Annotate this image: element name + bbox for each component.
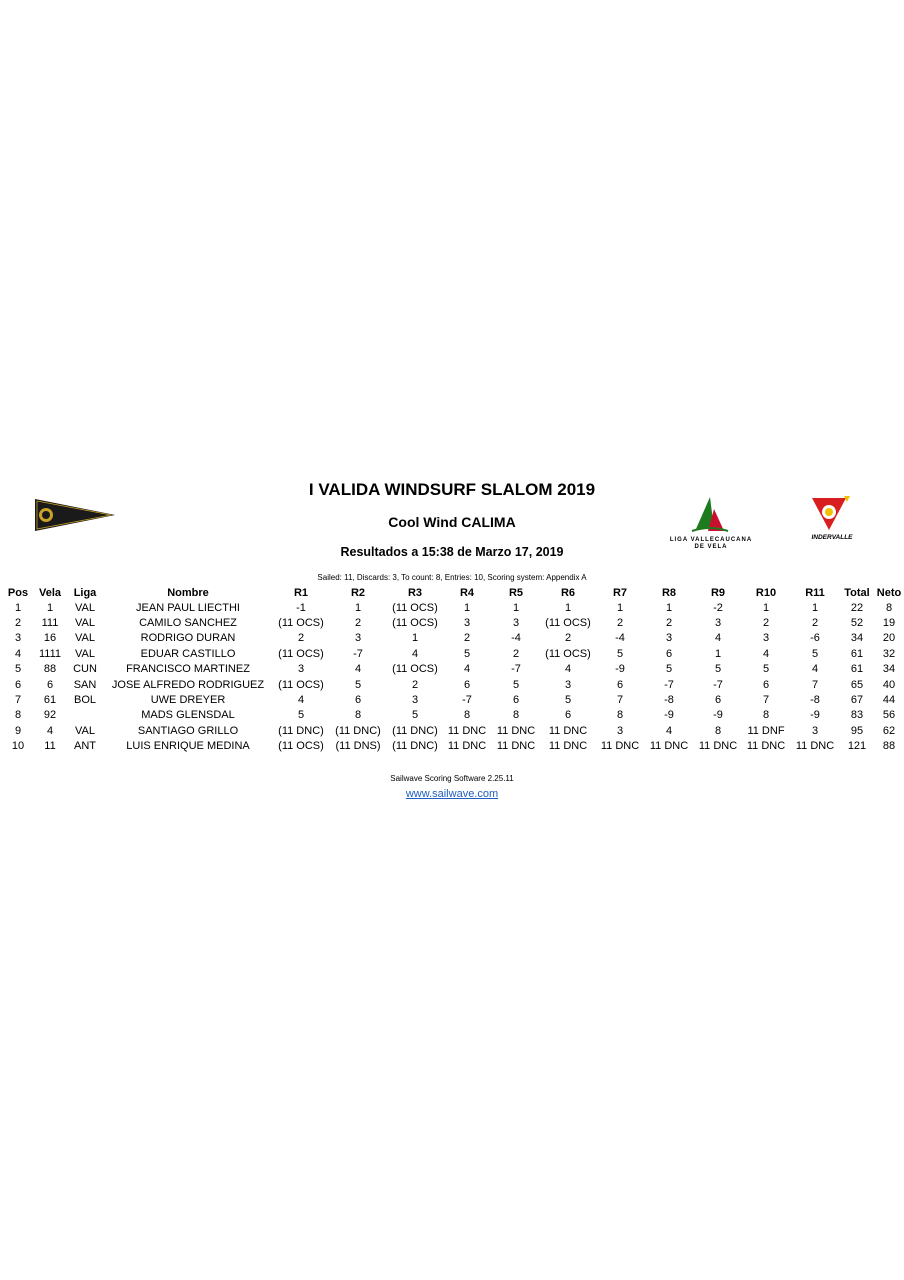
table-cell: 2 (354, 617, 362, 630)
table-cell: (11 OCS) (278, 678, 324, 691)
table-cell: 1 (564, 601, 572, 614)
table-cell: JOSE ALFREDO RODRIGUEZ (111, 678, 265, 691)
table-cell: 2 (463, 632, 471, 645)
table-cell: 2 (762, 617, 770, 630)
table-cell: (11 DNC) (335, 724, 381, 737)
results-table (4, 585, 904, 754)
table-cell: 1 (665, 601, 673, 614)
table-cell: 10 (11, 740, 25, 753)
table-cell: 1 (714, 647, 722, 660)
table-cell: VAL (75, 617, 95, 630)
table-header-row (4, 585, 904, 600)
liga-logo-text (652, 537, 770, 551)
table-cell: 1 (14, 601, 22, 614)
table-cell: 5 (665, 663, 673, 676)
column-header: R2 (350, 586, 366, 599)
table-cell: 61 (850, 663, 864, 676)
table-cell: (11 OCS) (392, 601, 438, 614)
table-cell: 4 (14, 647, 22, 660)
table-cell: (11 DNC) (278, 724, 324, 737)
table-cell: -4 (615, 632, 625, 645)
table-cell: 3 (616, 724, 624, 737)
column-header: Neto (876, 586, 902, 599)
table-cell: CAMILO SANCHEZ (139, 617, 237, 630)
table-cell: 6 (463, 678, 471, 691)
event-subtitle: Cool Wind CALIMA (388, 514, 516, 530)
table-body (4, 600, 904, 754)
table-cell: 4 (463, 663, 471, 676)
table-cell: 1 (463, 601, 471, 614)
table-cell: 22 (850, 601, 864, 614)
table-cell: -7 (462, 694, 472, 707)
table-cell: 5 (297, 709, 305, 722)
table-row (4, 708, 904, 723)
table-cell: 3 (714, 617, 722, 630)
table-cell: 1 (616, 601, 624, 614)
table-cell: 6 (46, 678, 54, 691)
column-header: R10 (755, 586, 777, 599)
column-header: R1 (293, 586, 309, 599)
table-cell: 6 (512, 694, 520, 707)
table-cell: (11 DNC) (392, 724, 438, 737)
table-cell: 88 (43, 663, 57, 676)
liga-logo-line2: DE VELA (694, 544, 728, 550)
table-cell: 11 DNC (649, 740, 689, 753)
table-cell: 6 (665, 647, 673, 660)
page-title: I VALIDA WINDSURF SLALOM 2019 (308, 480, 596, 499)
table-row (4, 631, 904, 646)
table-cell: 40 (882, 678, 896, 691)
table-cell: 4 (354, 663, 362, 676)
table-cell: 88 (882, 740, 896, 753)
table-cell: 11 DNC (496, 724, 536, 737)
table-cell: 62 (882, 724, 896, 737)
table-cell: 1 (512, 601, 520, 614)
table-cell: 2 (411, 678, 419, 691)
column-header: R4 (459, 586, 475, 599)
table-cell: 67 (850, 694, 864, 707)
table-cell: 1 (354, 601, 362, 614)
table-cell: 7 (616, 694, 624, 707)
table-cell: -6 (810, 632, 820, 645)
table-cell: 19 (882, 617, 896, 630)
column-header: R9 (710, 586, 726, 599)
table-cell: 3 (811, 724, 819, 737)
table-cell: 6 (762, 678, 770, 691)
table-cell: 6 (354, 694, 362, 707)
table-row (4, 677, 904, 692)
table-cell: 3 (564, 678, 572, 691)
table-cell: 4 (297, 694, 305, 707)
table-cell: 3 (463, 617, 471, 630)
table-cell: 1 (811, 601, 819, 614)
table-cell: 2 (564, 632, 572, 645)
table-cell: 8 (354, 709, 362, 722)
table-cell: ANT (74, 740, 96, 753)
table-cell: (11 OCS) (278, 647, 324, 660)
table-cell: EDUAR CASTILLO (140, 647, 236, 660)
table-cell: 2 (616, 617, 624, 630)
table-cell: 61 (850, 647, 864, 660)
table-cell: 11 (44, 740, 56, 753)
table-cell: 5 (811, 647, 819, 660)
table-cell: 11 DNC (746, 740, 786, 753)
table-cell: MADS GLENSDAL (141, 709, 235, 722)
column-header: R7 (612, 586, 628, 599)
table-cell: 121 (847, 740, 867, 753)
table-cell: VAL (75, 632, 95, 645)
table-cell: 4 (411, 647, 419, 660)
column-header: R6 (560, 586, 576, 599)
table-cell: 52 (850, 617, 864, 630)
table-cell: -1 (296, 601, 306, 614)
table-cell: 2 (297, 632, 305, 645)
table-cell: 2 (665, 617, 673, 630)
table-cell: 3 (411, 694, 419, 707)
table-cell: 4 (665, 724, 673, 737)
table-row (4, 723, 904, 738)
table-cell: 5 (463, 647, 471, 660)
table-cell: RODRIGO DURAN (140, 632, 236, 645)
liga-vallecaucana-logo (652, 495, 770, 551)
table-cell: 8 (14, 709, 22, 722)
column-header: R5 (508, 586, 524, 599)
table-cell: VAL (75, 724, 95, 737)
table-cell: 8 (616, 709, 624, 722)
table-cell: 4 (811, 663, 819, 676)
table-cell: 5 (564, 694, 572, 707)
table-cell: CUN (73, 663, 97, 676)
table-cell: 3 (512, 617, 520, 630)
table-cell: 8 (714, 724, 722, 737)
table-cell: (11 OCS) (278, 740, 324, 753)
table-cell: 32 (882, 647, 896, 660)
column-header: R8 (661, 586, 677, 599)
table-cell: 2 (512, 647, 520, 660)
table-cell: 5 (411, 709, 419, 722)
table-cell: VAL (75, 647, 95, 660)
table-cell: 8 (762, 709, 770, 722)
table-cell: 11 DNC (447, 740, 487, 753)
table-row (4, 600, 904, 615)
liga-logo-line1: LIGA VALLECAUCANA (669, 537, 753, 543)
table-cell: 6 (564, 709, 572, 722)
table-cell: 5 (14, 663, 22, 676)
table-cell: 3 (354, 632, 362, 645)
table-cell: -7 (664, 678, 674, 691)
table-cell: -9 (810, 709, 820, 722)
table-cell: LUIS ENRIQUE MEDINA (126, 740, 250, 753)
table-cell: 1 (46, 601, 54, 614)
scoring-summary: Sailed: 11, Discards: 3, To count: 8, Entries: 10, Scoring system: Appendix A (317, 573, 587, 582)
table-cell: 34 (882, 663, 896, 676)
table-cell: 7 (762, 694, 770, 707)
table-cell: -4 (511, 632, 521, 645)
sailwave-link[interactable]: www.sailwave.com (405, 788, 499, 800)
table-cell: 11 DNC (496, 740, 536, 753)
table-cell: 1 (411, 632, 419, 645)
table-cell: UWE DREYER (150, 694, 226, 707)
column-header: Pos (7, 586, 29, 599)
table-cell: 4 (46, 724, 54, 737)
table-cell: -7 (713, 678, 723, 691)
table-cell: 44 (882, 694, 896, 707)
table-cell: 2 (14, 617, 22, 630)
table-cell (68, 708, 102, 723)
table-cell: 7 (811, 678, 819, 691)
table-cell: 1 (762, 601, 770, 614)
table-cell: 4 (564, 663, 572, 676)
table-cell: 9 (14, 724, 22, 737)
table-cell: 8 (885, 601, 893, 614)
table-cell: -8 (810, 694, 820, 707)
table-cell: -9 (713, 709, 723, 722)
table-cell: FRANCISCO MARTINEZ (126, 663, 250, 676)
table-cell: 65 (850, 678, 864, 691)
table-cell: 11 DNC (600, 740, 640, 753)
table-cell: 11 DNC (447, 724, 487, 737)
table-cell: -2 (713, 601, 723, 614)
table-row (4, 662, 904, 677)
table-cell: (11 OCS) (392, 663, 438, 676)
table-row (4, 692, 904, 707)
table-cell: 8 (463, 709, 471, 722)
table-cell: BOL (73, 694, 96, 707)
table-cell: 1111 (38, 647, 62, 660)
table-cell: (11 DNC) (392, 740, 438, 753)
table-cell: 20 (882, 632, 896, 645)
table-cell: (11 OCS) (545, 647, 591, 660)
indervalle-logo-text: INDERVALLE (811, 534, 853, 541)
table-cell: 11 DNC (548, 724, 588, 737)
table-row (4, 615, 904, 630)
table-cell: (11 OCS) (392, 617, 438, 630)
table-cell: 11 DNC (698, 740, 738, 753)
table-cell: 4 (762, 647, 770, 660)
table-cell: VAL (75, 601, 95, 614)
table-cell: 5 (714, 663, 722, 676)
table-cell: 8 (512, 709, 520, 722)
column-header: R3 (407, 586, 423, 599)
table-cell: 3 (14, 632, 22, 645)
table-cell: 3 (297, 663, 305, 676)
table-cell: 56 (882, 709, 896, 722)
table-cell: SAN (73, 678, 97, 691)
table-cell: -9 (615, 663, 625, 676)
table-cell: (11 DNS) (335, 740, 381, 753)
column-header: Nombre (167, 586, 209, 599)
table-cell: 5 (512, 678, 520, 691)
table-cell: 11 DNC (795, 740, 835, 753)
table-cell: 92 (43, 709, 57, 722)
table-cell: 61 (43, 694, 57, 707)
table-cell: 6 (616, 678, 624, 691)
indervalle-logo (806, 494, 858, 546)
column-header: R11 (805, 586, 825, 599)
table-cell: -8 (664, 694, 674, 707)
table-cell: (11 OCS) (278, 617, 324, 630)
table-cell: -7 (511, 663, 521, 676)
table-cell: 83 (850, 709, 864, 722)
table-cell: 95 (850, 724, 864, 737)
table-cell: 6 (14, 678, 22, 691)
table-cell: 5 (616, 647, 624, 660)
table-row (4, 739, 904, 754)
table-cell: 5 (762, 663, 770, 676)
table-cell: JEAN PAUL LIECTHI (136, 601, 240, 614)
table-row (4, 646, 904, 661)
results-timestamp: Resultados a 15:38 de Marzo 17, 2019 (340, 545, 564, 559)
table-cell: 4 (714, 632, 722, 645)
software-credit: Sailwave Scoring Software 2.25.11 (390, 774, 514, 783)
table-cell: SANTIAGO GRILLO (137, 724, 239, 737)
table-cell: 5 (354, 678, 362, 691)
table-cell: 34 (850, 632, 864, 645)
table-cell: -7 (353, 647, 363, 660)
table-cell: -9 (664, 709, 674, 722)
table-cell: 11 DNF (747, 724, 785, 737)
table-cell: 2 (811, 617, 819, 630)
table-cell: 6 (714, 694, 722, 707)
column-header: Vela (38, 586, 62, 599)
column-header: Total (844, 586, 870, 599)
table-cell: 111 (41, 617, 59, 630)
table-cell: 3 (762, 632, 770, 645)
table-cell: 7 (14, 694, 22, 707)
table-cell: 3 (665, 632, 673, 645)
table-cell: 16 (43, 632, 57, 645)
table-cell: (11 OCS) (545, 617, 591, 630)
column-header: Liga (73, 586, 97, 599)
table-cell: 11 DNC (548, 740, 588, 753)
